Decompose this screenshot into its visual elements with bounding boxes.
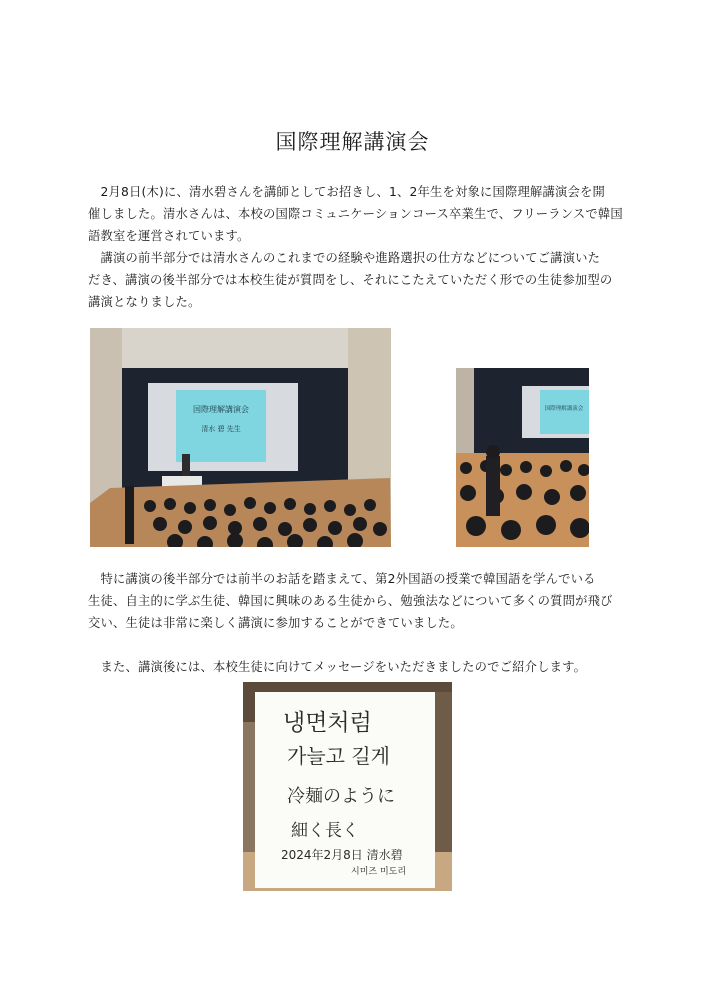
text-line: だき、講演の後半部分では本校生徒が質問をし、それにこたえていただく形での生徒参加型の — [88, 273, 613, 287]
side-screen-line: 国際理解講演会 — [544, 406, 584, 412]
message-korean-line-1: 냉면처럼 — [283, 710, 372, 736]
text-line: 2月8日(木)に、清水碧さんを講師としてお招きし、1、2年生を対象に国際理解講演会を開 — [88, 185, 605, 199]
text-line: 交い、生徒は非常に楽しく講演に参加することができていました。 — [88, 616, 463, 630]
message-board-photo — [243, 682, 452, 891]
text-line: 催しました。清水さんは、本校の国際コミュニケーションコース卒業生で、フリーランスで韓国 — [88, 207, 623, 221]
intro-paragraph — [88, 181, 623, 313]
screen-line-1: 国際理解講演会 — [193, 405, 249, 414]
text-line: 生徒、自主的に学ぶ生徒、韓国に興味のある生徒から、勉強法などについて多くの質問が飛び — [88, 594, 613, 608]
text-line: 講演の前半部分では清水さんのこれまでの経験や進路選択の仕方などについてご講演いた — [88, 251, 601, 265]
auditorium-photo — [90, 328, 391, 547]
middle-paragraph — [88, 568, 618, 634]
text-line: 特に講演の後半部分では前半のお話を踏まえて、第2外国語の授業で韓国語を学んでいる — [88, 572, 596, 586]
message-signature: 2024年2月8日 清水碧 — [281, 848, 403, 862]
message-japanese-line-2: 細く長く — [291, 821, 359, 841]
message-signature-reading: 시미즈 미도리 — [351, 867, 407, 877]
audience-photo — [456, 368, 589, 547]
message-korean-line-2: 가늘고 길게 — [287, 744, 390, 768]
text-line: 語教室を運営されています。 — [88, 229, 250, 243]
page-title: 国際理解講演会 — [275, 130, 430, 154]
closing-paragraph — [88, 656, 618, 678]
text-line: 講演となりました。 — [88, 295, 201, 309]
text-line: また、講演後には、本校生徒に向けてメッセージをいただきましたのでご紹介します。 — [88, 660, 587, 674]
message-japanese-line-1: 冷麺のように — [287, 786, 395, 807]
screen-line-2: 清水 碧 先生 — [201, 425, 241, 433]
